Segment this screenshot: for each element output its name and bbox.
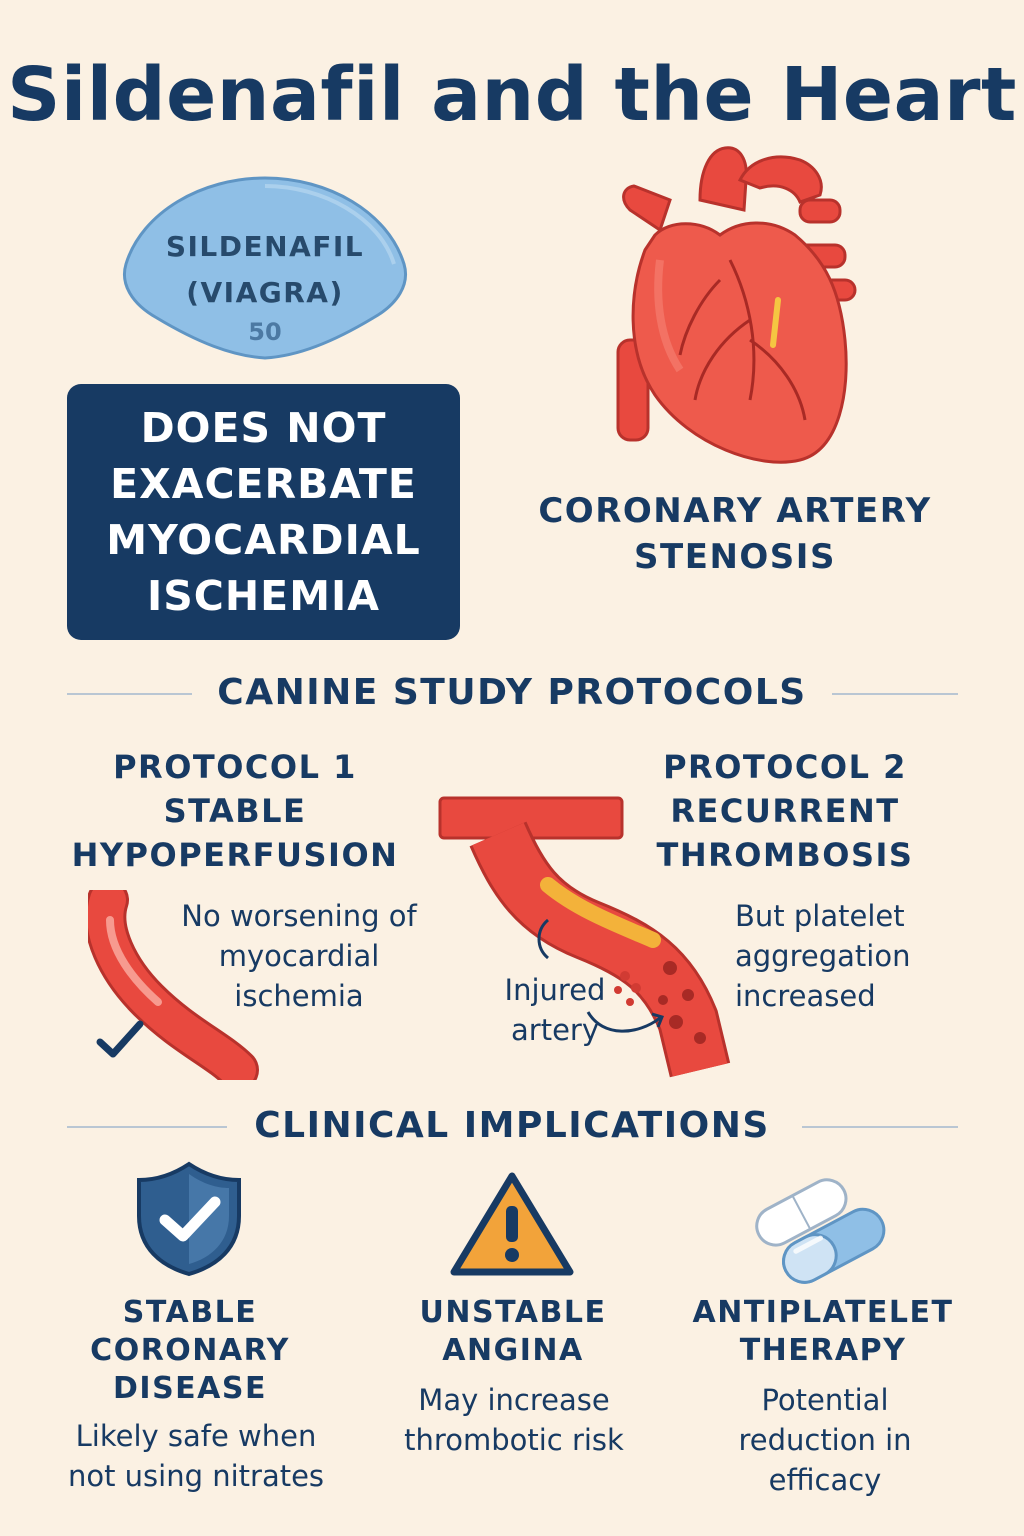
protocol2-note-line: aggregation [735,939,911,973]
implication-title-line: ANTIPLATELET [692,1295,954,1330]
heart-label [520,488,950,580]
heart-label-line1: CORONARY ARTERY [538,491,932,531]
protocol2-note-line: But platelet [735,899,905,933]
implication-text-line: efficacy [768,1463,882,1497]
protocol2-title [630,745,940,877]
implication-text-line: Likely safe when [75,1419,317,1453]
canine-section-heading: CANINE STUDY PROTOCOLS [217,672,807,713]
protocol1-note-line: No worsening of [181,899,417,933]
implication-text [50,1416,342,1496]
clinical-section-heading: CLINICAL IMPLICATIONS [254,1105,770,1146]
implication-text-line: Potential [761,1383,889,1417]
injured-artery-label-line: Injured [504,973,606,1007]
implication-title-line: DISEASE [113,1371,267,1406]
callout-line: MYOCARDIAL [106,516,421,564]
implication-text-line: May increase [418,1383,610,1417]
injured-artery-label-line: artery [511,1013,599,1047]
implication-text [383,1380,645,1460]
protocol1-title-line: PROTOCOL 1 [113,748,357,786]
implication-title-line: THERAPY [739,1333,907,1368]
implication-title-line: ANGINA [442,1333,584,1368]
pill-name-line2: (VIAGRA) [186,276,344,309]
callout-line: ISCHEMIA [147,572,380,620]
implication-title [383,1294,643,1370]
implication-text-line: not using nitrates [67,1459,325,1493]
implication-title-line: UNSTABLE [419,1295,607,1330]
implication-text-line: reduction in [738,1423,912,1457]
implication-text [700,1380,950,1500]
pill-name-line1: SILDENAFIL [165,230,365,263]
protocol1-title-line: HYPOPERFUSION [71,836,399,874]
ischemia-callout [67,384,460,640]
implication-title-line: CORONARY [90,1333,290,1368]
protocol2-note-line: increased [735,979,876,1013]
shield-check-icon [133,1160,245,1278]
protocol2-title-line: THROMBOSIS [656,836,914,874]
capsule-icon [745,1172,890,1284]
heart-icon [600,140,870,475]
implication-title [60,1294,320,1408]
protocol1-note-line: ischemia [234,979,364,1013]
protocol2-note [735,896,985,1016]
heart-label-line2: STENOSIS [634,537,836,577]
protocol1-note-line: myocardial [218,939,380,973]
callout-line: DOES NOT [140,404,387,452]
protocol1-note [170,896,428,1016]
callout-line: EXACERBATE [110,460,417,508]
injured-artery-label [485,970,625,1050]
warning-icon [448,1170,576,1278]
implication-title [690,1294,956,1370]
protocol1-title [60,745,410,877]
protocol2-title-line: PROTOCOL 2 [663,748,907,786]
implication-text-line: thrombotic risk [404,1423,624,1457]
protocol2-title-line: RECURRENT [670,792,900,830]
implication-title-line: STABLE [122,1295,258,1330]
page-title: Sildenafil and the Heart [7,52,1017,138]
pill-dose: 50 [248,318,282,346]
checkmark-icon [96,1018,144,1062]
protocol1-title-line: STABLE [163,792,307,830]
